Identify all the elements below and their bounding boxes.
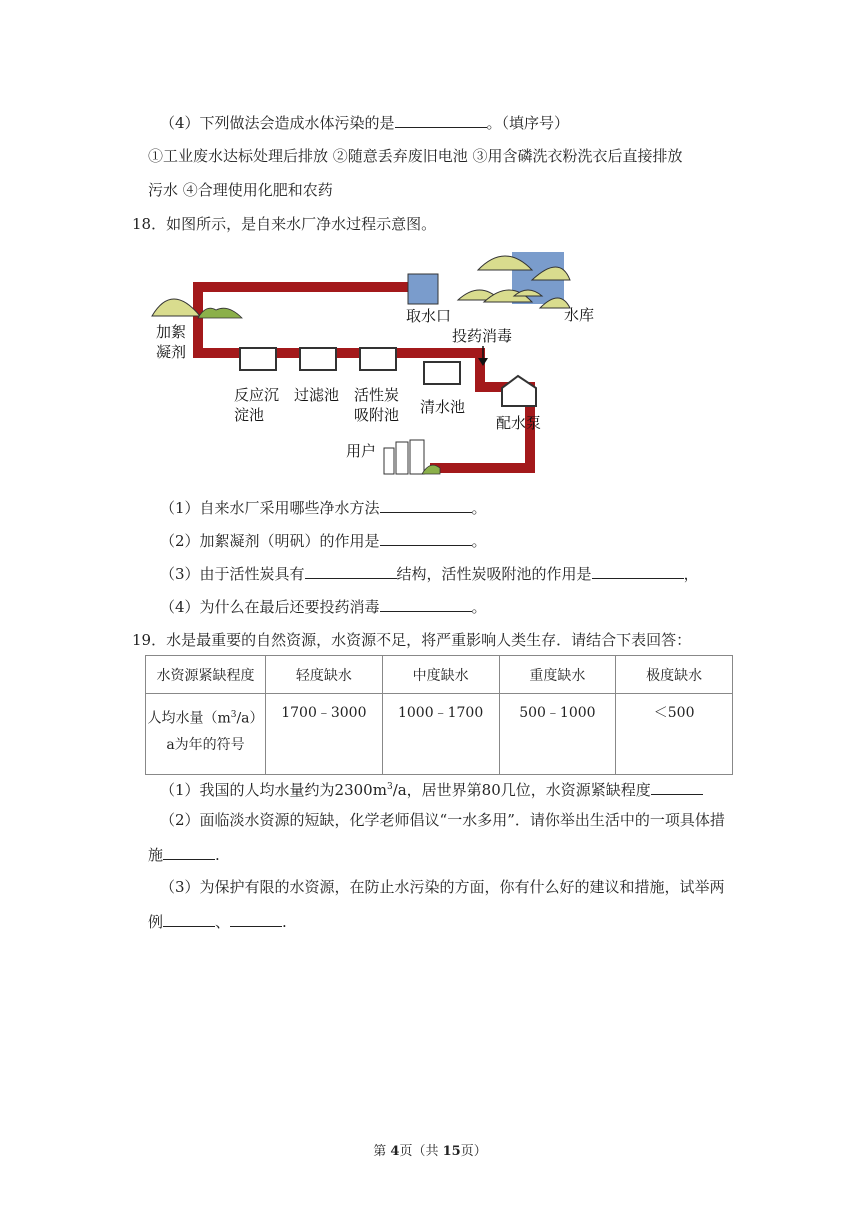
label-coagulant-2: 凝剂 <box>156 343 187 361</box>
coagulant-bush <box>198 308 242 318</box>
answer-blank[interactable] <box>163 911 215 927</box>
label-pump: 配水泵 <box>496 414 542 432</box>
label-clear-pool: 清水池 <box>420 398 466 416</box>
label-carbon-1: 活性炭 <box>354 386 400 404</box>
label-reaction-1: 反应沉 <box>234 386 280 404</box>
answer-blank[interactable] <box>380 596 472 612</box>
answer-blank[interactable] <box>305 563 397 579</box>
table-header-cell: 轻度缺水 <box>266 656 383 694</box>
table-header-cell: 重度缺水 <box>499 656 616 694</box>
q18-part4: （4）为什么在最后还要投药消毒 。 <box>160 598 487 616</box>
label-filter: 过滤池 <box>294 386 340 404</box>
label-user: 用户 <box>346 442 377 460</box>
answer-blank[interactable] <box>230 911 282 927</box>
q19-part2-line2: 施 . <box>148 846 220 864</box>
table-cell: 1700﹣3000 <box>266 694 383 775</box>
table-header-row <box>146 656 733 694</box>
coagulant-hill <box>152 299 200 316</box>
answer-blank[interactable] <box>163 844 215 860</box>
label-reservoir: 水库 <box>564 306 595 324</box>
q18-part3: （3）由于活性炭具有 结构，活性炭吸附池的作用是 ， <box>160 565 699 583</box>
page-footer: 第 4页（共 15页） <box>373 1144 487 1159</box>
water-scarcity-table <box>145 655 733 775</box>
label-coagulant-1: 加絮 <box>156 323 187 341</box>
q19-part3-line2: 例 、 . <box>148 913 287 931</box>
table-cell: 1000﹣1700 <box>382 694 499 775</box>
page-number: 4 <box>390 1144 400 1159</box>
label-carbon-2: 吸附池 <box>354 406 400 424</box>
q19-stem: 19．水是最重要的自然资源，水资源不足，将严重影响人类生存．请结合下表回答： <box>132 631 692 649</box>
label-intake: 取水口 <box>406 307 452 325</box>
answer-blank[interactable] <box>592 563 684 579</box>
table-header-cell: 中度缺水 <box>382 656 499 694</box>
label-reaction-2: 淀池 <box>234 406 265 424</box>
page-total: 15 <box>442 1144 461 1159</box>
q19-part3-line1: （3）为保护有限的水资源，在防止水污染的方面，你有什么好的建议和措施，试举两 <box>160 878 725 896</box>
q17-options-line1: ①工业废水达标处理后排放 ②随意丢弃废旧电池 ③用含磷洗衣粉洗衣后直接排放 <box>148 147 683 165</box>
water-treatment-diagram <box>140 240 595 490</box>
q17-options-line2: 污水 ④合理使用化肥和农药 <box>148 181 333 199</box>
table-row <box>146 694 733 775</box>
pipe-line <box>198 287 530 468</box>
answer-blank[interactable] <box>395 112 487 128</box>
user-buildings <box>384 440 424 474</box>
table-header-cell: 水资源紧缺程度 <box>146 656 266 694</box>
table-cell: ＜500 <box>616 694 733 775</box>
answer-blank[interactable] <box>380 497 472 513</box>
row-label-cell: 人均水量$(m^3/a)$ a为年的符号 <box>146 694 266 775</box>
table-cell: 500﹣1000 <box>499 694 616 775</box>
intake-box <box>408 274 438 304</box>
q18-stem: 18．如图所示，是自来水厂净水过程示意图。 <box>132 215 437 233</box>
q19-part1: （1）我国的人均水量约为$2300m^3/a$，居世界第80几位，水资源紧缺程度 <box>160 777 703 800</box>
table-header-cell: 极度缺水 <box>616 656 733 694</box>
q18-part2: （2）加絮凝剂（明矾）的作用是 。 <box>160 532 487 550</box>
label-disinfection: 投药消毒 <box>452 327 513 345</box>
q17-part4: （4）下列做法会造成水体污染的是 。（填序号） <box>160 114 570 132</box>
answer-blank[interactable] <box>380 530 472 546</box>
pump-house <box>502 376 536 406</box>
q18-part1: （1）自来水厂采用哪些净水方法 。 <box>160 499 487 517</box>
q19-part2-line1: （2）面临淡水资源的短缺，化学老师倡议“一水多用”．请你举出生活中的一项具体措 <box>160 811 725 829</box>
answer-blank[interactable] <box>651 779 703 795</box>
